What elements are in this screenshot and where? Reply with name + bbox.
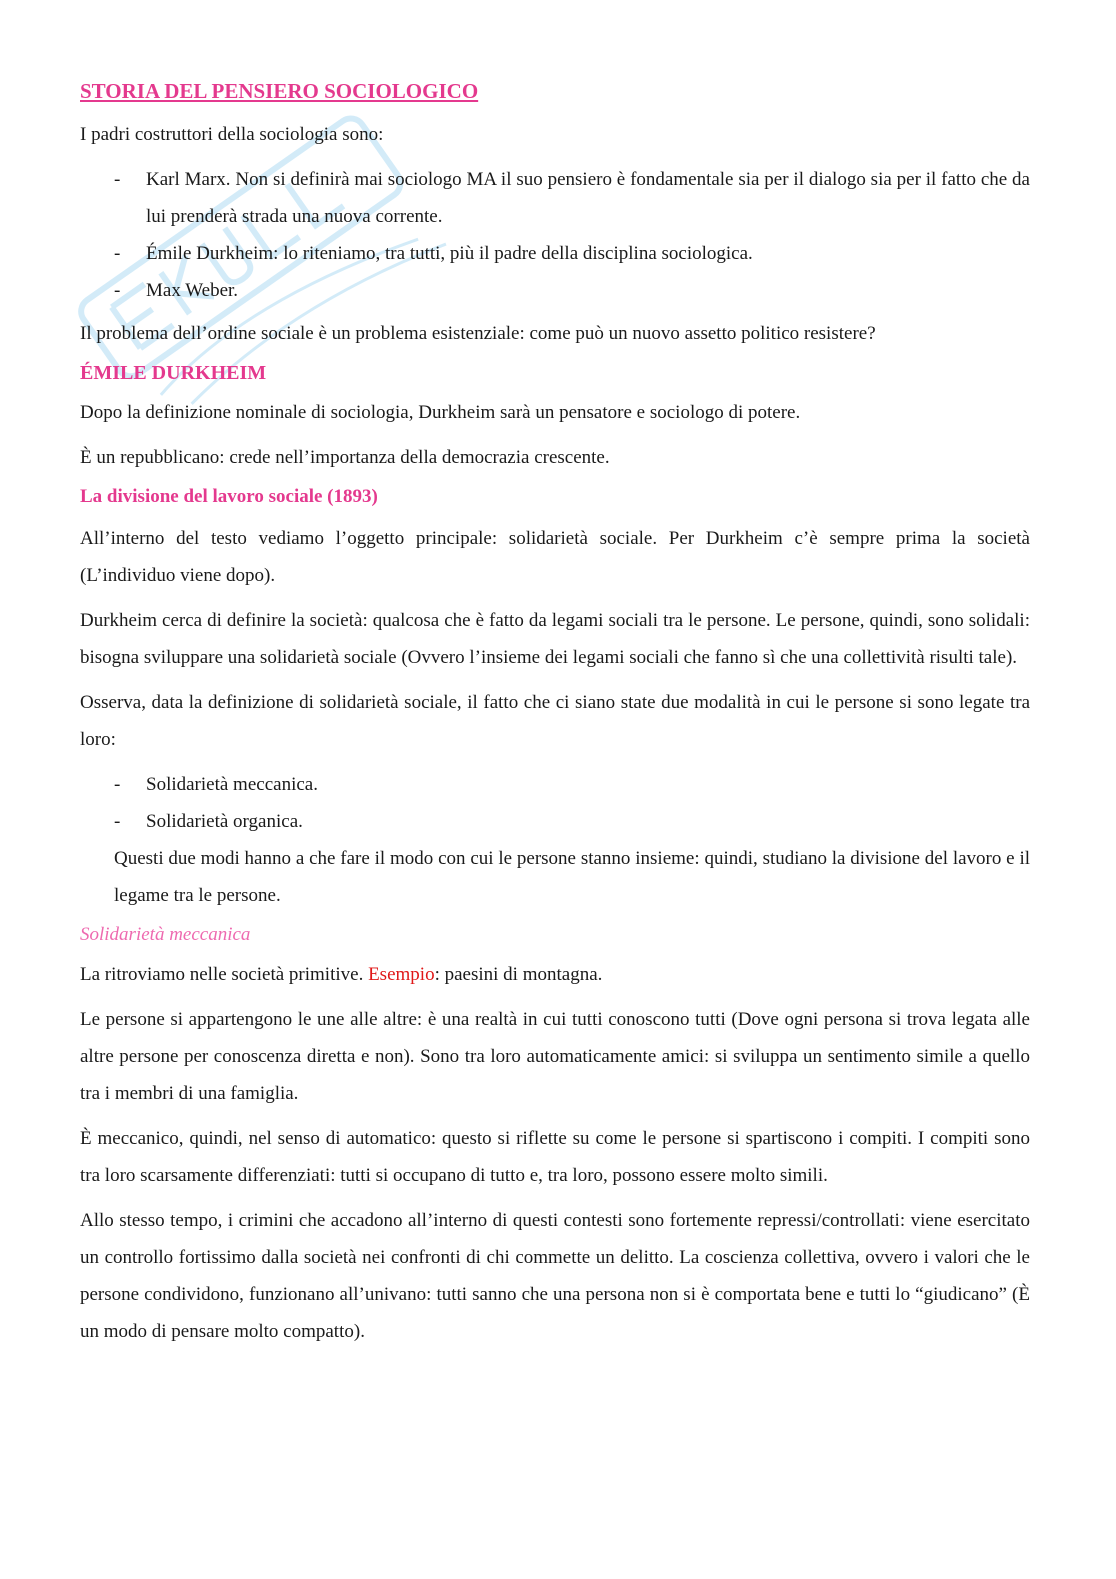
document-title: STORIA DEL PENSIERO SOCIOLOGICO xyxy=(80,79,479,103)
paragraph: È un repubblicano: crede nell’importanza della democrazia crescente. xyxy=(80,447,610,468)
document-page xyxy=(80,78,1030,1358)
list-item: - Émile Durkheim: lo riteniamo, tra tutti, più il padre della disciplina sociologica. xyxy=(114,235,1030,272)
paragraph: Dopo la definizione nominale di sociologia, Durkheim sarà un pensatore e sociologo di potere. xyxy=(80,402,801,423)
order-problem-text: Il problema dell’ordine sociale è un problema esistenziale: come può un nuovo assetto politico resistere? xyxy=(80,323,876,344)
paragraph: All’interno del testo vediamo l’oggetto principale: solidarietà sociale. Per Durkheim c’è sempre prima la società (L’individuo viene dopo). xyxy=(80,528,1030,586)
intro-text: I padri costruttori della sociologia sono: xyxy=(80,124,384,145)
example-label: Esempio xyxy=(368,964,435,985)
list-item: - Max Weber. xyxy=(114,272,1030,309)
paragraph: Le persone si appartengono le une alle altre: è una realtà in cui tutti conoscono tutti (Dove ogni persona si trova legata alle altre persone per conoscenza diretta e non). Sono tra loro automaticamente amici: si sviluppa un sentimento simile a quello tra i membri di una famiglia. xyxy=(80,1009,1030,1104)
list-item: - Karl Marx. Non si definirà mai sociologo MA il suo pensiero è fondamentale sia per il dialogo sia per il fatto che da lui prenderà strada una nuova corrente. xyxy=(114,161,1030,235)
mechanical-heading: Solidarietà meccanica xyxy=(80,924,251,945)
list-item: - Solidarietà meccanica. xyxy=(114,766,1030,803)
example-text-end: : paesini di montagna. xyxy=(434,964,603,985)
paragraph: Osserva, data la definizione di solidarietà sociale, il fatto che ci siano state due modalità in cui le persone si sono legate tra loro: xyxy=(80,692,1030,750)
paragraph: Allo stesso tempo, i crimini che accadono all’interno di questi contesti sono fortemente repressi/controllati: viene esercitato un controllo fortissimo dalla società nei confronti di chi commette un delitto. La coscienza collettiva, ovvero i valori che le persone condividono, funzionano all’univano: tutti sanno che una persona non si è comportata bene e tutti lo “giudicano” (È un modo di pensare molto compatto). xyxy=(80,1210,1030,1342)
paragraph: È meccanico, quindi, nel senso di automatico: questo si riflette su come le persone si spartiscono i compiti. I compiti sono tra loro scarsamente differenziati: tutti si occupano di tutto e, tra loro, possono essere molto simili. xyxy=(80,1128,1030,1186)
list-item: - Solidarietà organica. xyxy=(114,803,1030,840)
paragraph: Questi due modi hanno a che fare il modo con cui le persone stanno insieme: quindi, studiano la divisione del lavoro e il legame tra le persone. xyxy=(114,848,1030,906)
example-paragraph xyxy=(80,956,1030,993)
founders-list xyxy=(80,161,1030,309)
solidarity-types-list xyxy=(80,766,1030,840)
paragraph: Durkheim cerca di definire la società: qualcosa che è fatto da legami sociali tra le persone. Le persone, quindi, sono solidali: bisogna sviluppare una solidarietà sociale (Ovvero l’insieme dei legami sociali che fanno sì che una collettività risulti tale). xyxy=(80,610,1030,668)
division-heading: La divisione del lavoro sociale (1893) xyxy=(80,486,378,507)
example-text-start: La ritroviamo nelle società primitive. xyxy=(80,964,369,985)
durkheim-heading: ÉMILE DURKHEIM xyxy=(80,362,267,384)
